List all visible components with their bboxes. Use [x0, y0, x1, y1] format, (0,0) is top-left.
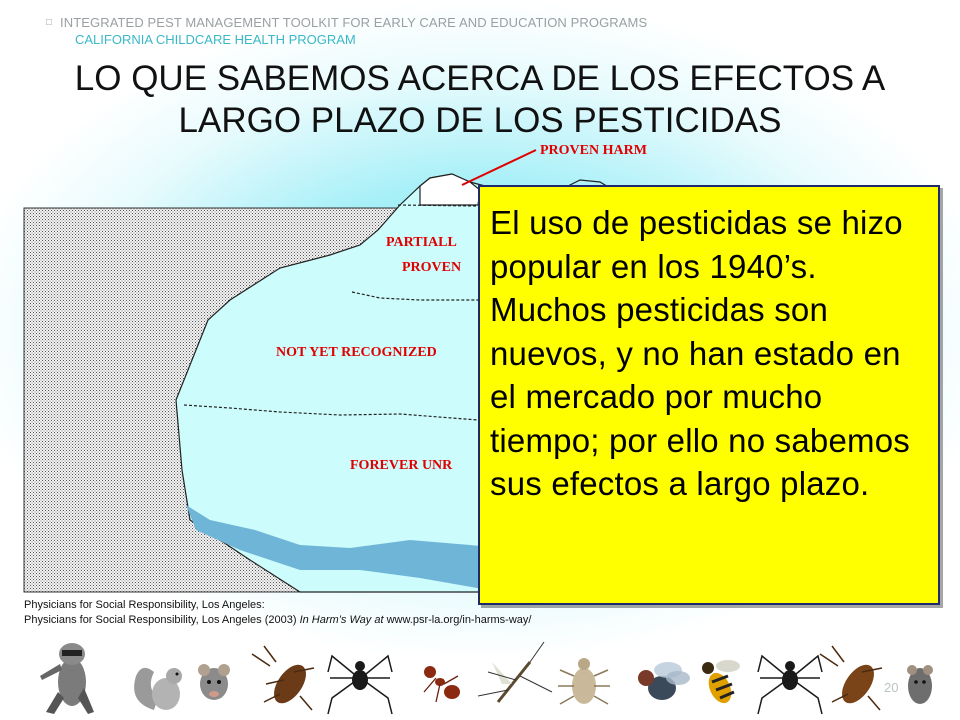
- iceberg-tip: [420, 174, 480, 205]
- label-partially: PARTIALL: [386, 235, 457, 250]
- cockroach-icon: [820, 646, 882, 710]
- square-bullet-icon: □: [46, 17, 53, 28]
- cockroach-icon: [252, 646, 314, 710]
- fly-icon: [638, 662, 690, 700]
- slide-title-line-2: LARGO PLAZO DE LOS PESTICIDAS: [178, 101, 782, 140]
- squirrel-icon: [134, 668, 182, 710]
- label-forever-unrecognized: FOREVER UNR: [350, 458, 453, 473]
- mosquito-icon: [478, 642, 552, 702]
- citation-italic: In Harm’s Way at: [299, 614, 384, 626]
- rat-icon: [907, 665, 933, 704]
- slide-title-line-1: LO QUE SABEMOS ACERCA DE LOS EFECTOS A: [74, 59, 886, 98]
- mouse-icon: [198, 664, 230, 700]
- citation: [24, 598, 531, 628]
- callout-box: [478, 185, 940, 605]
- toolkit-header-text: INTEGRATED PEST MANAGEMENT TOOLKIT FOR EARLY CARE AND EDUCATION PROGRAMS: [60, 15, 648, 30]
- program-header: CALIFORNIA CHILDCARE HEALTH PROGRAM: [75, 32, 356, 47]
- citation-line-1: Physicians for Social Responsibility, Los Angeles:: [24, 599, 265, 611]
- ant-icon: [424, 666, 460, 702]
- label-not-yet-recognized: NOT YET RECOGNIZED: [276, 345, 437, 360]
- raccoon-icon: [40, 643, 94, 714]
- callout-text: El uso de pesticidas se hizo popular en los 1940’s. Muchos pesticidas son nuevos, y no han estado en el mercado por mucho tiempo; por ello no sabemos sus efectos a largo plazo.: [490, 204, 910, 502]
- wasp-icon: [702, 660, 740, 707]
- citation-source: Physicians for Social Responsibility, Los Angeles (2003): [24, 614, 300, 626]
- page-number: 20: [884, 680, 899, 695]
- label-proven: PROVEN: [402, 260, 462, 275]
- label-proven-harm: PROVEN HARM: [540, 143, 647, 158]
- citation-line-2: [24, 613, 531, 628]
- citation-url: www.psr-la.org/in-harms-way/: [383, 614, 532, 626]
- proven-harm-pointer: [462, 150, 536, 185]
- spider-icon: [328, 656, 392, 714]
- pest-illustration-strip: [32, 632, 942, 720]
- spider-icon: [758, 656, 822, 714]
- louse-icon: [558, 658, 610, 704]
